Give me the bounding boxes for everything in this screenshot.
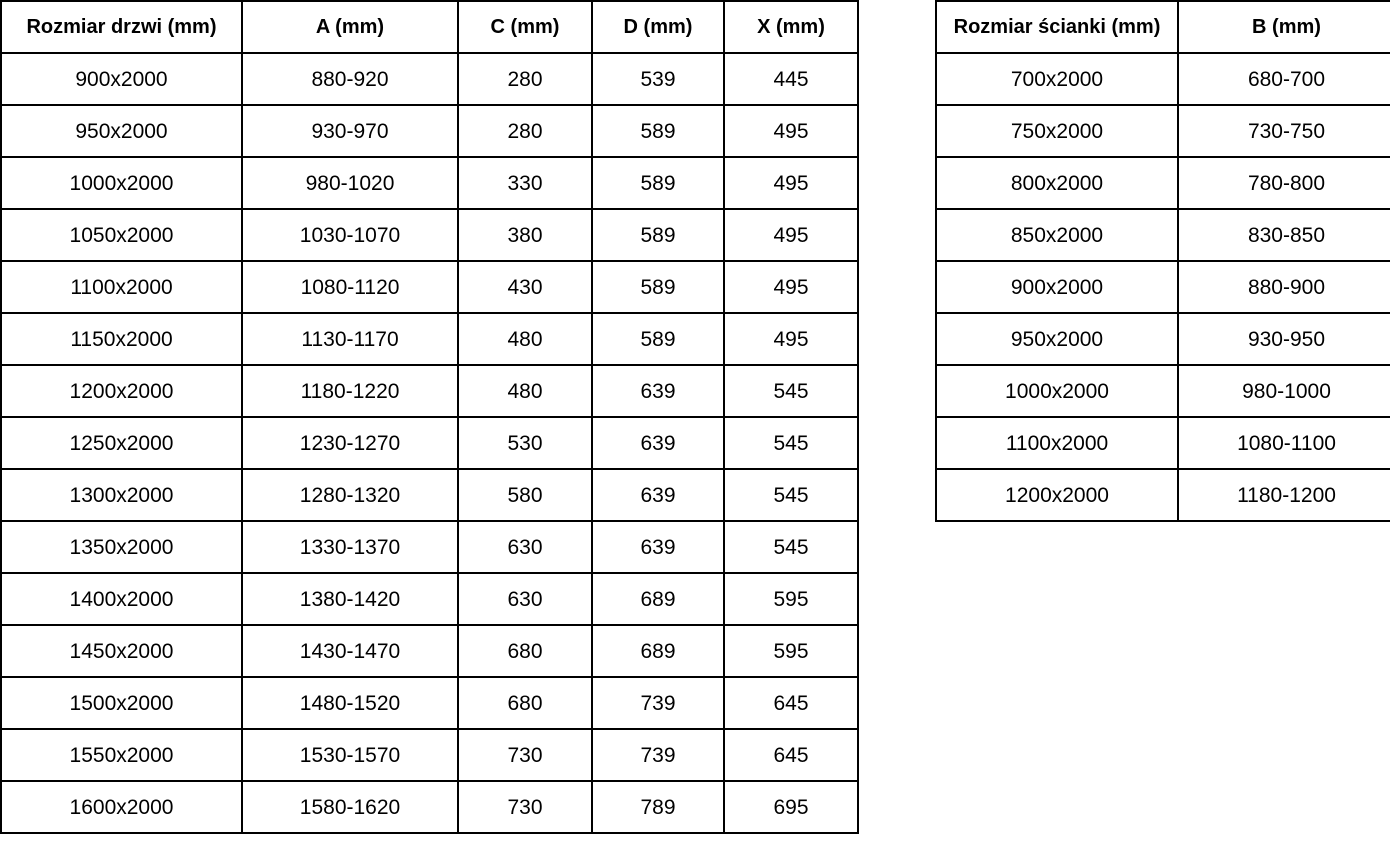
table-cell: 1450x2000 — [1, 625, 242, 677]
table-cell: 630 — [458, 573, 592, 625]
table-cell: 1580-1620 — [242, 781, 458, 833]
table-row — [936, 53, 1390, 105]
column-header: X (mm) — [724, 1, 858, 53]
table-cell: 1100x2000 — [936, 417, 1178, 469]
wall-panel-size-table — [935, 0, 1390, 522]
table-cell: 445 — [724, 53, 858, 105]
table-cell: 630 — [458, 521, 592, 573]
table-cell: 1400x2000 — [1, 573, 242, 625]
table-cell: 495 — [724, 261, 858, 313]
table-cell: 495 — [724, 209, 858, 261]
table-cell: 495 — [724, 313, 858, 365]
table-cell: 739 — [592, 677, 724, 729]
table-cell: 880-920 — [242, 53, 458, 105]
table-cell: 589 — [592, 261, 724, 313]
table-cell: 539 — [592, 53, 724, 105]
column-header: A (mm) — [242, 1, 458, 53]
table-cell: 545 — [724, 365, 858, 417]
table-cell: 1030-1070 — [242, 209, 458, 261]
table-cell: 880-900 — [1178, 261, 1390, 313]
table-cell: 700x2000 — [936, 53, 1178, 105]
table-cell: 680 — [458, 677, 592, 729]
table-row — [1, 417, 858, 469]
table-cell: 1150x2000 — [1, 313, 242, 365]
table-cell: 980-1000 — [1178, 365, 1390, 417]
table-cell: 789 — [592, 781, 724, 833]
table-row — [1, 313, 858, 365]
table-row — [936, 157, 1390, 209]
table-cell: 280 — [458, 53, 592, 105]
table-cell: 645 — [724, 729, 858, 781]
table-cell: 1280-1320 — [242, 469, 458, 521]
table-cell: 1500x2000 — [1, 677, 242, 729]
table-cell: 800x2000 — [936, 157, 1178, 209]
table-cell: 680-700 — [1178, 53, 1390, 105]
table-cell: 930-970 — [242, 105, 458, 157]
table-row — [1, 781, 858, 833]
table-cell: 589 — [592, 313, 724, 365]
table-row — [936, 365, 1390, 417]
table-cell: 850x2000 — [936, 209, 1178, 261]
table-cell: 900x2000 — [936, 261, 1178, 313]
table-cell: 1300x2000 — [1, 469, 242, 521]
table-cell: 1180-1200 — [1178, 469, 1390, 521]
table-row — [1, 625, 858, 677]
table-cell: 589 — [592, 157, 724, 209]
table-cell: 1080-1100 — [1178, 417, 1390, 469]
table-cell: 280 — [458, 105, 592, 157]
column-header: Rozmiar drzwi (mm) — [1, 1, 242, 53]
table-cell: 730 — [458, 729, 592, 781]
table-cell: 495 — [724, 157, 858, 209]
table-cell: 830-850 — [1178, 209, 1390, 261]
table-cell: 545 — [724, 521, 858, 573]
table-cell: 1130-1170 — [242, 313, 458, 365]
table-cell: 680 — [458, 625, 592, 677]
table-cell: 1000x2000 — [1, 157, 242, 209]
column-header: Rozmiar ścianki (mm) — [936, 1, 1178, 53]
table-row — [1, 261, 858, 313]
table-cell: 639 — [592, 365, 724, 417]
table-cell: 595 — [724, 625, 858, 677]
table-cell: 1050x2000 — [1, 209, 242, 261]
table-cell: 1480-1520 — [242, 677, 458, 729]
table-cell: 1080-1120 — [242, 261, 458, 313]
table-cell: 930-950 — [1178, 313, 1390, 365]
table-cell: 545 — [724, 469, 858, 521]
table-row — [1, 209, 858, 261]
table-row — [936, 417, 1390, 469]
table-cell: 595 — [724, 573, 858, 625]
table-row — [1, 157, 858, 209]
table-row — [936, 313, 1390, 365]
table-cell: 730 — [458, 781, 592, 833]
table-row — [1, 573, 858, 625]
table-cell: 589 — [592, 209, 724, 261]
table-row — [936, 105, 1390, 157]
table-cell: 1380-1420 — [242, 573, 458, 625]
table-row — [936, 469, 1390, 521]
table-cell: 1200x2000 — [1, 365, 242, 417]
table-cell: 380 — [458, 209, 592, 261]
table-row — [1, 521, 858, 573]
table-cell: 639 — [592, 417, 724, 469]
table-cell: 545 — [724, 417, 858, 469]
table-cell: 530 — [458, 417, 592, 469]
table-cell: 750x2000 — [936, 105, 1178, 157]
table-cell: 1530-1570 — [242, 729, 458, 781]
table-cell: 950x2000 — [1, 105, 242, 157]
table-cell: 480 — [458, 365, 592, 417]
table-row — [1, 729, 858, 781]
table-cell: 689 — [592, 573, 724, 625]
table-cell: 695 — [724, 781, 858, 833]
table-cell: 1100x2000 — [1, 261, 242, 313]
table-cell: 1000x2000 — [936, 365, 1178, 417]
header-row — [1, 1, 858, 53]
table-cell: 1430-1470 — [242, 625, 458, 677]
table-cell: 645 — [724, 677, 858, 729]
table-row — [936, 261, 1390, 313]
table-cell: 1230-1270 — [242, 417, 458, 469]
table-cell: 730-750 — [1178, 105, 1390, 157]
table-cell: 580 — [458, 469, 592, 521]
table-cell: 639 — [592, 521, 724, 573]
table-cell: 1200x2000 — [936, 469, 1178, 521]
table-row — [1, 53, 858, 105]
column-header: C (mm) — [458, 1, 592, 53]
table-cell: 480 — [458, 313, 592, 365]
table-cell: 330 — [458, 157, 592, 209]
table-cell: 589 — [592, 105, 724, 157]
table-cell: 1550x2000 — [1, 729, 242, 781]
table-cell: 1180-1220 — [242, 365, 458, 417]
table-cell: 1350x2000 — [1, 521, 242, 573]
table-cell: 980-1020 — [242, 157, 458, 209]
table-row — [1, 677, 858, 729]
column-header: B (mm) — [1178, 1, 1390, 53]
table-cell: 430 — [458, 261, 592, 313]
table-cell: 739 — [592, 729, 724, 781]
table-cell: 900x2000 — [1, 53, 242, 105]
table-row — [1, 365, 858, 417]
table-cell: 780-800 — [1178, 157, 1390, 209]
column-header: D (mm) — [592, 1, 724, 53]
table-row — [936, 209, 1390, 261]
table-row — [1, 469, 858, 521]
table-cell: 1600x2000 — [1, 781, 242, 833]
table-row — [1, 105, 858, 157]
table-cell: 1330-1370 — [242, 521, 458, 573]
table-cell: 1250x2000 — [1, 417, 242, 469]
table-cell: 950x2000 — [936, 313, 1178, 365]
header-row — [936, 1, 1390, 53]
table-cell: 639 — [592, 469, 724, 521]
table-cell: 689 — [592, 625, 724, 677]
table-cell: 495 — [724, 105, 858, 157]
